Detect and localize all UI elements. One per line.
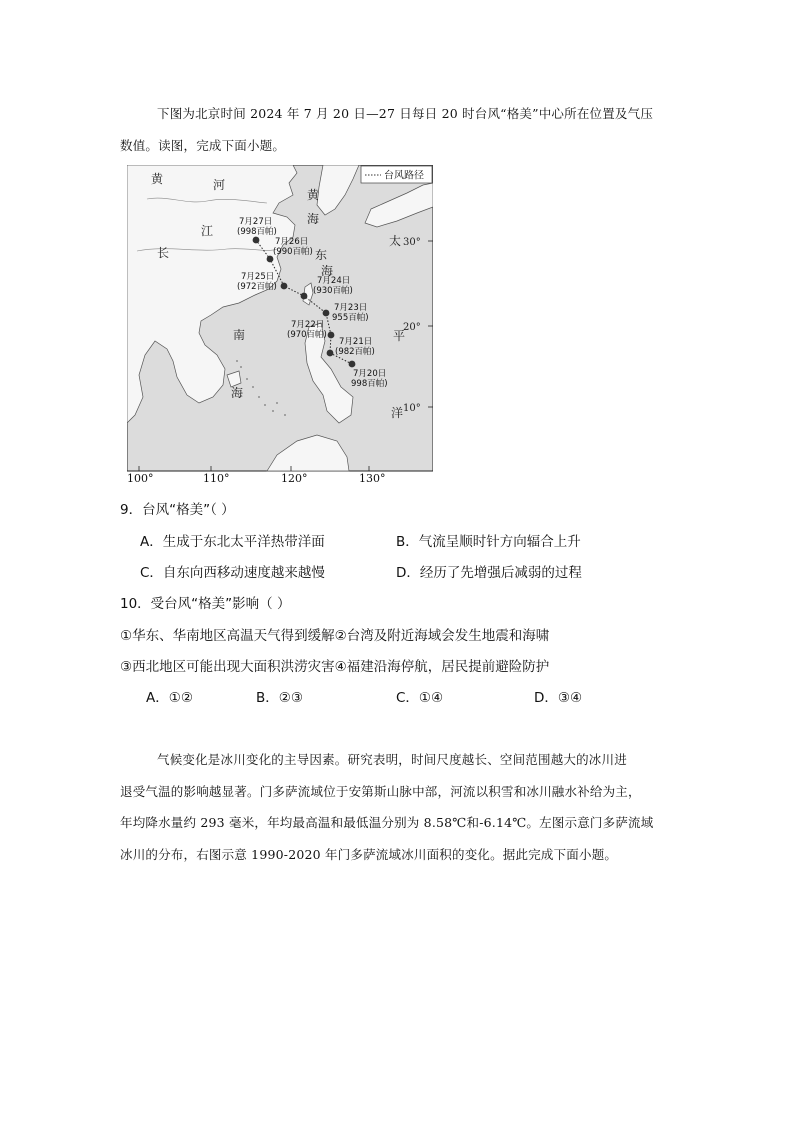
intro2-line-4: 冰川的分布，右图示意 1990-2020 年门多萨流域冰川面积的变化。据此完成下面小题。 — [120, 847, 618, 862]
label-yang: 洋 — [391, 406, 404, 420]
date-0720: 7月20日 — [353, 369, 387, 379]
q9-option-d: D．经历了先增强后减弱的过程 — [396, 565, 582, 581]
typhoon-map — [127, 165, 433, 481]
label-huanghai-2: 海 — [307, 212, 320, 226]
q9-option-b: B．气流呈顺时针方向辐合上升 — [396, 534, 581, 550]
label-donghai: 海 — [321, 264, 334, 278]
lon-label-100: 100° — [127, 472, 154, 485]
pressure-0723: 955百帕) — [332, 313, 369, 323]
q9-option-c: C．自东向西移动速度越来越慢 — [140, 565, 325, 581]
date-0725: 7月25日 — [241, 272, 275, 282]
label-nan: 南 — [233, 328, 246, 342]
pressure-0721: (982百帕) — [335, 347, 375, 357]
q9-stem: 9．台风“格美”（ ） — [120, 502, 235, 518]
intro2-line-3: 年均降水量约 293 毫米，年均最高温和最低温分别为 8.58℃和-6.14℃。左图示意门多萨流域 — [120, 815, 654, 830]
pressure-0725: (972百帕) — [237, 282, 277, 292]
date-0727: 7月27日 — [239, 217, 273, 227]
pressure-0726: (990百帕) — [273, 247, 313, 257]
lat-label-30: 30° — [403, 237, 421, 248]
pressure-0727: (998百帕) — [237, 227, 277, 237]
q10-option-d: D．③④ — [534, 690, 583, 706]
date-0724: 7月24日 — [317, 276, 351, 286]
pressure-0720: 998百帕) — [351, 379, 388, 389]
q10-stem: 10．受台风“格美”影响（ ） — [120, 596, 291, 612]
label-huanghai-1: 黄 — [307, 188, 320, 202]
typhoon-marker-0722 — [328, 332, 335, 339]
lon-label-120: 120° — [281, 472, 308, 485]
date-0722: 7月22日 — [291, 320, 325, 330]
typhoon-marker-0720 — [349, 361, 356, 368]
q10-statements-2: ③西北地区可能出现大面积洪涝灾害④福建沿海停航，居民提前避险防护 — [120, 659, 550, 675]
label-jiang: 江 — [201, 224, 214, 238]
date-0721: 7月21日 — [339, 337, 373, 347]
date-0726: 7月26日 — [275, 237, 309, 247]
label-chang: 长 — [157, 246, 170, 260]
pressure-0722: (970百帕) — [287, 330, 327, 340]
date-0723: 7月23日 — [334, 303, 368, 313]
typhoon-marker-0721 — [327, 350, 334, 357]
label-ping: 平 — [393, 329, 406, 343]
intro2-line-1: 气候变化是冰川变化的主导因素。研究表明，时间尺度越长、空间范围越大的冰川进 — [157, 752, 627, 767]
typhoon-marker-0724 — [301, 293, 308, 300]
legend-label: 台风路径 — [384, 170, 424, 182]
lat-label-10: 10° — [403, 403, 421, 414]
q10-option-c: C．①④ — [396, 690, 444, 706]
intro2-line-2: 退受气温的影响越显著。门多萨流域位于安第斯山脉中部，河流以积雪和冰川融水补给为主， — [120, 784, 641, 799]
lon-label-130: 130° — [359, 472, 386, 485]
label-he: 河 — [213, 178, 226, 192]
label-nanhai: 海 — [231, 386, 244, 400]
q9-option-a: A．生成于东北太平洋热带洋面 — [140, 534, 325, 550]
q10-option-b: B．②③ — [256, 690, 303, 706]
intro-line-2: 数值。读图，完成下面小题。 — [120, 138, 286, 153]
intro-line-1: 下图为北京时间 2024 年 7 月 20 日—27 日每日 20 时台风“格美”中心所在位置及气压 — [157, 106, 654, 121]
lon-label-110: 110° — [203, 472, 230, 485]
q10-statements-1: ①华东、华南地区高温天气得到缓解②台湾及附近海域会发生地震和海啸 — [120, 628, 550, 644]
q10-option-a: A．①② — [146, 690, 193, 706]
label-huang: 黄 — [151, 172, 164, 186]
label-tai: 太 — [389, 234, 402, 248]
typhoon-marker-0723 — [323, 310, 330, 317]
typhoon-marker-0727 — [253, 237, 260, 244]
typhoon-marker-0725 — [281, 283, 288, 290]
lat-label-20: 20° — [403, 322, 421, 333]
pressure-0724: (930百帕) — [313, 286, 353, 296]
label-dong: 东 — [315, 248, 328, 262]
